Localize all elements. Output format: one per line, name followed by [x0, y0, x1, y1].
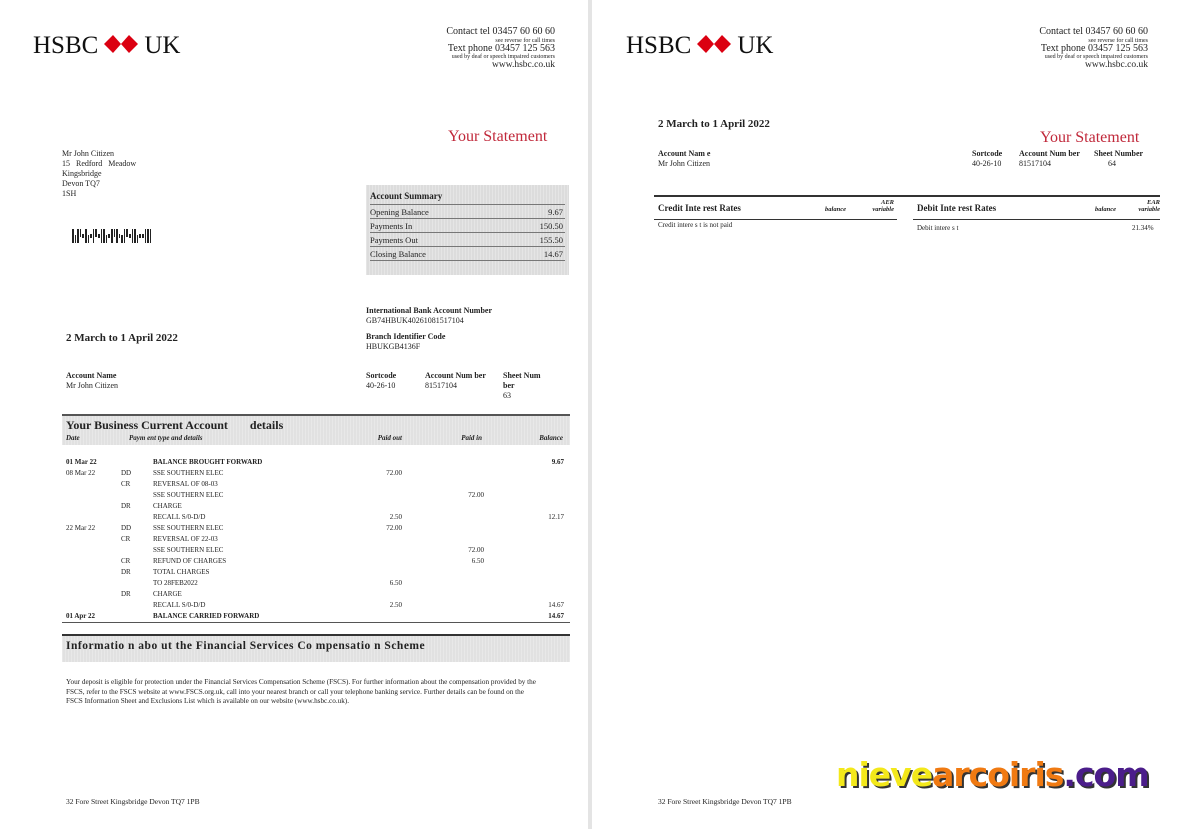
address-line: Mr John Citizen — [62, 149, 114, 158]
txn-paid-out — [339, 611, 402, 622]
watermark-part-3: .com — [1063, 755, 1149, 794]
logo-text-left: HSBC — [626, 32, 692, 59]
table-row — [66, 523, 566, 534]
hsbc-hexagon-icon — [104, 32, 138, 60]
textphone-note: used by deaf or speech impaired customers — [1044, 54, 1148, 61]
table-row — [66, 501, 566, 512]
txn-date — [66, 501, 121, 512]
ear-label: EAR — [1146, 199, 1160, 206]
txn-paid-in — [402, 523, 484, 534]
textphone: Text phone 03457 125 563 — [1040, 42, 1148, 54]
statement-title: Your Statement — [1040, 129, 1140, 146]
contact-tel: Contact tel 03457 60 60 60 — [446, 26, 555, 37]
hsbc-hexagon-icon — [697, 32, 731, 60]
txn-balance: 14.67 — [548, 612, 564, 620]
statement-page-2 — [592, 0, 1179, 829]
transactions-header — [62, 416, 570, 445]
contact-tel-note: see reverse for call times — [1088, 37, 1148, 44]
table-row — [66, 490, 566, 501]
logo-text-right: UK — [737, 32, 774, 59]
txn-description: TO 28FEB2022 — [153, 579, 198, 587]
table-row — [66, 611, 566, 622]
summary-row — [370, 205, 565, 219]
contact-tel: Contact tel 03457 60 60 60 — [1039, 26, 1148, 37]
txn-paid-out: 2.50 — [389, 513, 402, 521]
statement-page-1 — [0, 0, 588, 829]
txn-balance — [484, 490, 564, 501]
txn-paid-out — [339, 490, 402, 501]
account-number-block — [425, 371, 486, 391]
website-link[interactable]: www.hsbc.co.uk — [492, 59, 555, 70]
txn-paid-in — [402, 600, 484, 611]
rates-top-rule — [654, 195, 1160, 197]
table-row — [66, 567, 566, 578]
txn-paid-out: 72.00 — [386, 469, 402, 477]
txn-date — [66, 556, 121, 567]
account-number-value: 81517104 — [1019, 159, 1051, 168]
txn-date — [66, 545, 121, 556]
col-paid-out: Paid out — [377, 434, 402, 442]
variable-label: variable — [872, 206, 894, 213]
watermark — [836, 755, 1149, 794]
debit-interest-text: Debit intere s t — [917, 224, 959, 232]
account-name-value: Mr John Citizen — [66, 381, 118, 390]
account-name-label: Account Name — [66, 371, 117, 380]
txn-type: DR — [121, 590, 131, 598]
credit-underline — [654, 219, 897, 220]
txn-paid-out: 6.50 — [389, 579, 402, 587]
contact-block — [1039, 27, 1148, 71]
website-link[interactable]: www.hsbc.co.uk — [1085, 59, 1148, 70]
txn-balance: 12.17 — [548, 513, 564, 521]
sortcode-value: 40-26-10 — [366, 381, 396, 390]
table-row — [66, 468, 566, 479]
variable-label: variable — [1138, 206, 1160, 213]
table-row — [66, 600, 566, 611]
txn-balance — [484, 578, 564, 589]
txn-type: CR — [121, 535, 131, 543]
bic-label: Branch Identifier Code — [366, 332, 446, 341]
summary-value: 150.50 — [539, 221, 563, 231]
address-line: 1SH — [62, 189, 77, 198]
account-number-block — [1019, 149, 1080, 169]
table-row — [66, 578, 566, 589]
txn-description: REVERSAL OF 22-03 — [153, 535, 218, 543]
sortcode-value: 40-26-10 — [972, 159, 1002, 168]
transactions-body — [62, 445, 570, 622]
txn-paid-out — [339, 589, 402, 600]
account-summary-title: Account Summary — [370, 189, 565, 205]
txn-description: SSE SOUTHERN ELEC — [153, 469, 224, 477]
textphone-note: used by deaf or speech impaired customers — [451, 54, 555, 61]
txn-description: SSE SOUTHERN ELEC — [153, 491, 224, 499]
account-type: Your Business Current Account — [66, 418, 228, 432]
txn-balance — [484, 567, 564, 578]
txn-description: SSE SOUTHERN ELEC — [153, 524, 224, 532]
txn-description: RECALL S/0-D/D — [153, 513, 206, 521]
table-row — [66, 556, 566, 567]
txn-paid-in — [402, 578, 484, 589]
txn-paid-in — [402, 589, 484, 600]
summary-label: Closing Balance — [370, 249, 426, 259]
txn-date: 08 Mar 22 — [66, 469, 96, 477]
summary-label: Opening Balance — [370, 207, 429, 217]
txn-paid-out — [339, 534, 402, 545]
txn-type: CR — [121, 557, 131, 565]
txn-type — [121, 578, 153, 589]
summary-value: 155.50 — [539, 235, 563, 245]
customer-address — [62, 149, 136, 199]
txn-paid-in — [402, 534, 484, 545]
txn-paid-in: 72.00 — [468, 491, 484, 499]
txn-type: CR — [121, 480, 131, 488]
summary-value: 9.67 — [548, 207, 563, 217]
txn-balance — [484, 534, 564, 545]
debit-ear-label — [1116, 199, 1160, 213]
iban-label: International Bank Account Number — [366, 306, 493, 315]
sheet-number-label: Sheet Number — [1094, 149, 1144, 158]
txn-description: REFUND OF CHARGES — [153, 557, 227, 565]
account-number-label: Account Num ber — [1019, 149, 1080, 158]
txn-date — [66, 600, 121, 611]
summary-row — [370, 247, 565, 261]
table-bottom-rule — [62, 622, 570, 623]
txn-paid-out — [339, 501, 402, 512]
account-summary — [366, 185, 569, 275]
txn-paid-in — [402, 501, 484, 512]
bic-block — [366, 332, 445, 352]
account-number-label: Account Num ber — [425, 371, 486, 380]
sheet-number-label-cont: ber — [503, 381, 515, 390]
txn-date: 01 Mar 22 — [66, 458, 97, 466]
watermark-part-2: arcoiris — [932, 755, 1064, 794]
address-line: Kingsbridge — [62, 169, 102, 178]
contact-tel-note: see reverse for call times — [495, 37, 555, 44]
title-suffix: details — [249, 418, 284, 432]
statement-title: Your Statement — [448, 128, 548, 145]
watermark-part-1: nieve — [836, 755, 933, 794]
txn-paid-in — [402, 611, 484, 622]
contact-block — [446, 27, 555, 71]
txn-date — [66, 578, 121, 589]
table-row — [66, 512, 566, 523]
address-line: Devon TQ7 — [62, 179, 100, 188]
txn-type: DD — [121, 469, 132, 477]
sheet-number-block — [503, 371, 541, 401]
txn-description: RECALL S/0-D/D — [153, 601, 206, 609]
debit-interest-rate: 21.34% — [1132, 224, 1154, 232]
txn-balance: 14.67 — [548, 601, 564, 609]
txn-description: BALANCE BROUGHT FORWARD — [153, 458, 263, 466]
credit-interest-text: Credit intere s t is not paid — [658, 221, 733, 229]
txn-paid-in: 6.50 — [471, 557, 484, 565]
txn-paid-in — [402, 457, 484, 468]
col-balance: Balance — [539, 434, 563, 442]
txn-type — [121, 490, 153, 501]
txn-date — [66, 490, 121, 501]
txn-type: DD — [121, 524, 132, 532]
txn-balance — [484, 468, 564, 479]
statement-period: 2 March to 1 April 2022 — [658, 118, 770, 130]
txn-date — [66, 512, 121, 523]
txn-balance — [484, 523, 564, 534]
sortcode-block — [366, 371, 396, 391]
summary-label: Payments In — [370, 221, 413, 231]
fscs-heading: Informatio n abo ut the Financial Services Co mpensatio n Scheme — [62, 634, 570, 662]
sheet-number-value: 64 — [1108, 159, 1116, 168]
txn-type — [121, 457, 153, 468]
table-row — [66, 545, 566, 556]
credit-aer-label — [846, 199, 894, 213]
logo-text-right: UK — [144, 32, 181, 59]
hsbc-logo — [626, 32, 773, 60]
txn-type — [121, 512, 153, 523]
credit-rates-title: Credit Inte rest Rates — [658, 203, 741, 213]
txn-balance — [484, 545, 564, 556]
txn-paid-out: 2.50 — [389, 601, 402, 609]
txn-paid-out — [339, 545, 402, 556]
col-date: Date — [66, 434, 80, 442]
debit-rates-header — [917, 199, 1160, 213]
txn-description: SSE SOUTHERN ELEC — [153, 546, 224, 554]
txn-balance — [484, 556, 564, 567]
hsbc-logo — [33, 32, 180, 60]
txn-date — [66, 534, 121, 545]
statement-period: 2 March to 1 April 2022 — [66, 332, 178, 344]
sortcode-label: Sortcode — [972, 149, 1003, 158]
sheet-number-label: Sheet Num — [503, 371, 541, 380]
iban-value: GB74HBUK40261081517104 — [366, 316, 464, 325]
txn-paid-in — [402, 567, 484, 578]
txn-date: 01 Apr 22 — [66, 612, 96, 620]
txn-balance — [484, 501, 564, 512]
fscs-text: Your deposit is eligible for protection under the Financial Services Compensation Scheme (FSCS). For further information about the compensation provided by the FSCS, refer to the FSCS website at www.FSCS.org.uk, call into your nearest branch or call your telephone banking service. Further details can be found on the FSCS Information Sheet and Exclusions List which is available on our website (www.hsbc.co.uk). — [66, 678, 536, 705]
summary-row — [370, 219, 565, 233]
column-headers — [66, 434, 566, 442]
account-number-value: 81517104 — [425, 381, 457, 390]
iban-block — [366, 306, 492, 326]
debit-underline — [913, 219, 1160, 220]
account-name-block — [66, 371, 118, 391]
account-name-block — [658, 149, 710, 169]
txn-paid-out — [339, 567, 402, 578]
branch-address: 32 Fore Street Kingsbridge Devon TQ7 1PB — [66, 797, 200, 806]
txn-balance: 9.67 — [551, 458, 564, 466]
sheet-number-block — [1094, 149, 1143, 169]
txn-description: BALANCE CARRIED FORWARD — [153, 612, 260, 620]
table-row — [66, 457, 566, 468]
txn-type: DR — [121, 568, 131, 576]
summary-value: 14.67 — [543, 249, 563, 259]
transactions-title — [66, 418, 566, 433]
address-line: 15 Redford Meadow — [62, 159, 137, 168]
txn-date — [66, 589, 121, 600]
sheet-number-value: 63 — [503, 391, 511, 400]
table-row — [66, 534, 566, 545]
aer-label: AER — [880, 199, 894, 206]
txn-paid-out: 72.00 — [386, 524, 402, 532]
account-name-label: Account Nam e — [658, 149, 711, 158]
txn-description: CHARGE — [153, 502, 182, 510]
txn-paid-in — [402, 512, 484, 523]
txn-paid-out — [339, 457, 402, 468]
txn-date — [66, 567, 121, 578]
txn-paid-out — [339, 556, 402, 567]
transactions-table — [62, 414, 570, 623]
txn-description: CHARGE — [153, 590, 182, 598]
table-row — [66, 479, 566, 490]
txn-type — [121, 611, 153, 622]
col-details: Paym ent type and details — [129, 434, 203, 442]
txn-description: REVERSAL OF 08-03 — [153, 480, 218, 488]
table-row — [66, 589, 566, 600]
txn-type: DR — [121, 502, 131, 510]
postal-barcode — [72, 227, 151, 245]
sortcode-label: Sortcode — [366, 371, 397, 380]
txn-type — [121, 545, 153, 556]
debit-rates-title: Debit Inte rest Rates — [917, 203, 997, 213]
txn-type — [121, 600, 153, 611]
col-paid-in: Paid in — [461, 434, 482, 442]
txn-balance — [484, 589, 564, 600]
credit-rates-header — [658, 199, 894, 213]
txn-balance — [484, 479, 564, 490]
txn-description: TOTAL CHARGES — [153, 568, 210, 576]
credit-balance-label: balance — [825, 206, 846, 213]
txn-paid-in — [402, 468, 484, 479]
textphone: Text phone 03457 125 563 — [447, 42, 555, 54]
summary-label: Payments Out — [370, 235, 418, 245]
bic-value: HBUKGB4136F — [366, 342, 421, 351]
txn-paid-in — [402, 479, 484, 490]
txn-paid-out — [339, 479, 402, 490]
sortcode-block — [972, 149, 1002, 169]
txn-date — [66, 479, 121, 490]
logo-text-left: HSBC — [33, 32, 99, 59]
debit-balance-label: balance — [1095, 206, 1116, 213]
txn-paid-in: 72.00 — [468, 546, 484, 554]
txn-date: 22 Mar 22 — [66, 524, 96, 532]
account-name-value: Mr John Citizen — [658, 159, 710, 168]
branch-address: 32 Fore Street Kingsbridge Devon TQ7 1PB — [658, 797, 792, 806]
summary-row — [370, 233, 565, 247]
